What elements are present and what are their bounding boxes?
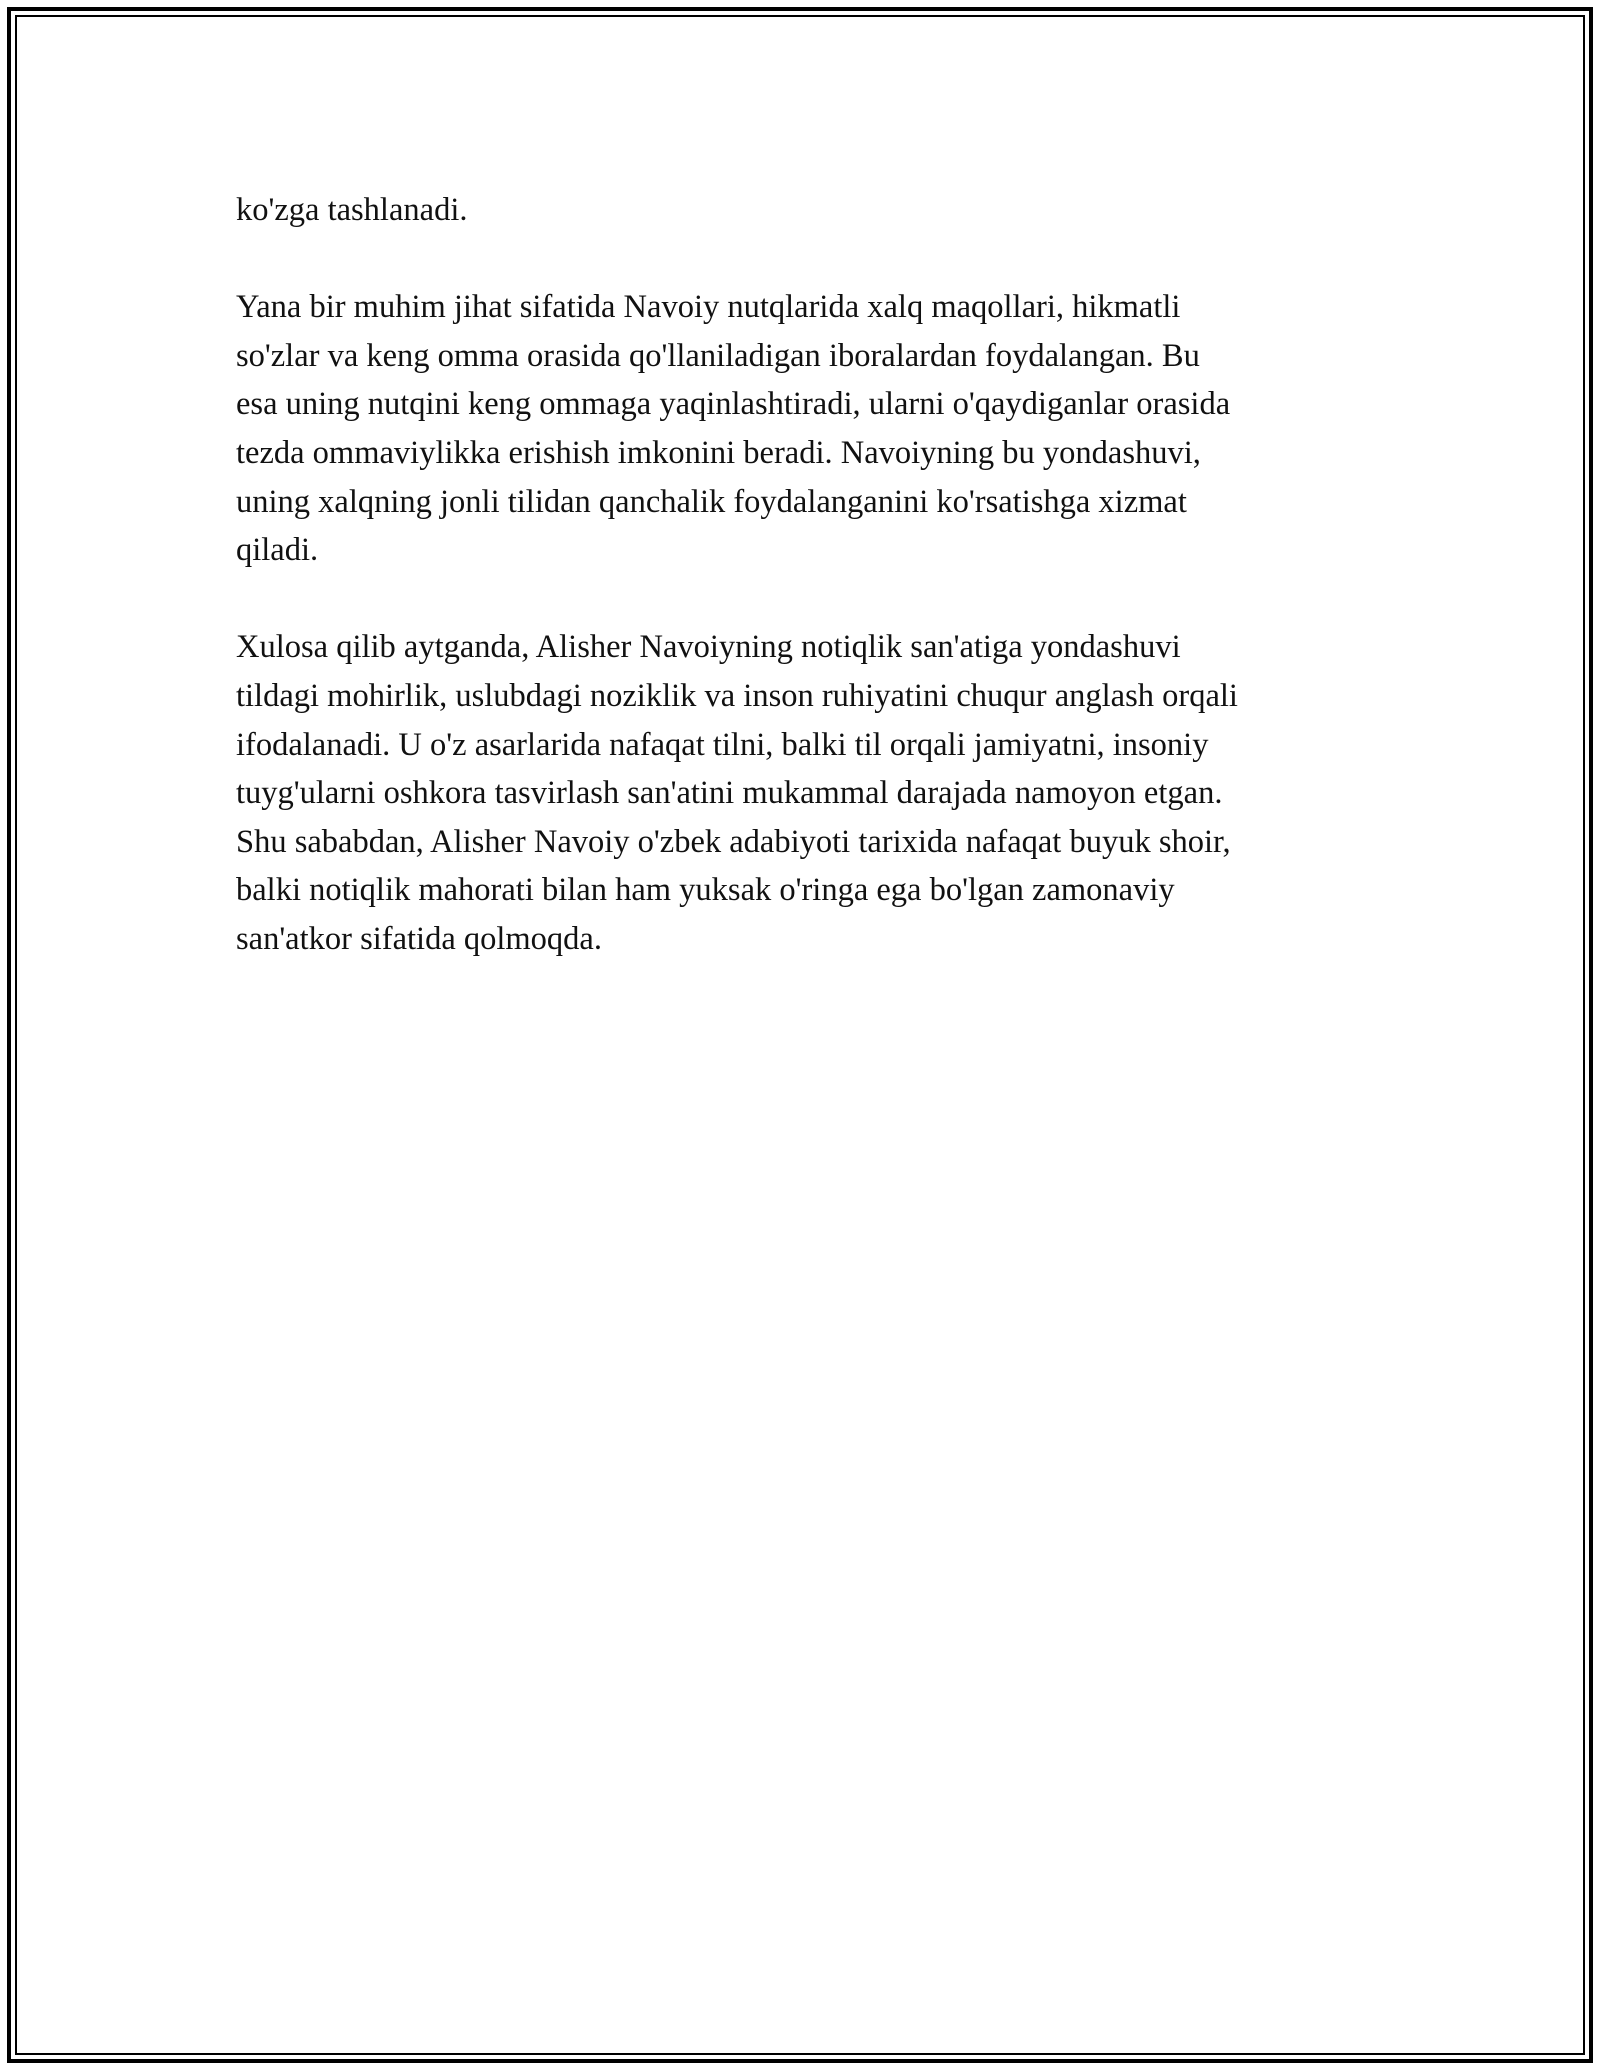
text-line: san'atkor sifatida qolmoqda. bbox=[236, 920, 602, 957]
paragraph-proverbs bbox=[236, 283, 1376, 575]
text-line: tildagi mohirlik, uslubdagi noziklik va inson ruhiyatini chuqur anglash orqali bbox=[236, 677, 1238, 714]
text-line: Yana bir muhim jihat sifatida Navoiy nutqlarida xalq maqollari, hikmatli bbox=[236, 289, 1181, 326]
text-line: so'zlar va keng omma orasida qo'llaniladigan iboralardan foydalangan. Bu bbox=[236, 337, 1200, 374]
text-line: qiladi. bbox=[236, 532, 319, 569]
text-line: Xulosa qilib aytganda, Alisher Navoiyning notiqlik san'atiga yondashuvi bbox=[236, 629, 1181, 666]
text-line: ko'zga tashlanadi. bbox=[236, 192, 468, 228]
text-line: Shu sababdan, Alisher Navoiy o'zbek adabiyoti tarixida nafaqat buyuk shoir, bbox=[236, 823, 1231, 860]
text-line: tuyg'ularni oshkora tasvirlash san'atini mukammal darajada namoyon etgan. bbox=[236, 775, 1223, 812]
paragraph-continuation bbox=[236, 186, 1376, 235]
text-line: tezda ommaviylikka erishish imkonini beradi. Navoiyning bu yondashuvi, bbox=[236, 434, 1201, 471]
text-line: balki notiqlik mahorati bilan ham yuksak o'ringa ega bo'lgan zamonaviy bbox=[236, 872, 1175, 909]
document-body bbox=[236, 186, 1376, 1012]
text-line: ifodalanadi. U o'z asarlarida nafaqat tilni, balki til orqali jamiyatni, insoniy bbox=[236, 726, 1209, 763]
paragraph-conclusion bbox=[236, 623, 1376, 963]
text-line: esa uning nutqini keng ommaga yaqinlashtiradi, ularni o'qaydiganlar orasida bbox=[236, 386, 1231, 423]
text-line: uning xalqning jonli tilidan qanchalik foydalanganini ko'rsatishga xizmat bbox=[236, 483, 1187, 520]
